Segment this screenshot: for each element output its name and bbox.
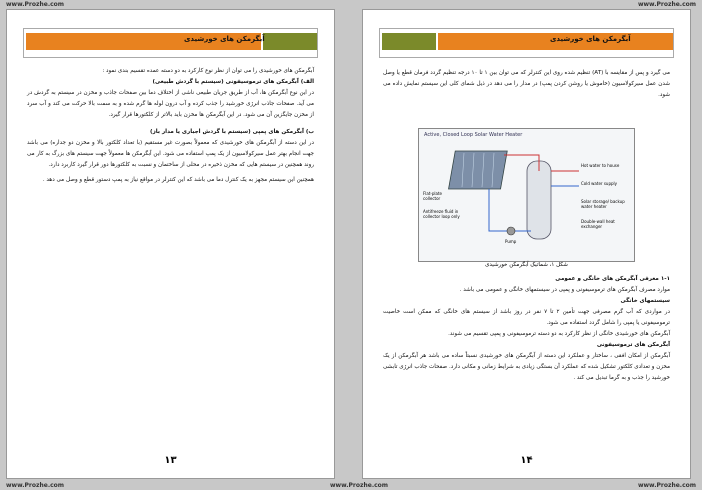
label-pump: Pump <box>505 239 517 244</box>
paragraph: آبگرمکن از امکان افقی ، ساختار و عملکرد این دسته از آبگرمکن های خورشیدی نسبتاً ساده می باشد هر آبگرمکن از یک مخزن و تعدادی کلکتور تشکیل شده که عملکرد آن بستگی زیادی به شرایط زمانی و مکانی دارد. صفحات جاذب انرژی تابشی خورشید را جذب و به گرما تبدیل می کند . <box>383 353 670 381</box>
header-olive-block <box>382 33 436 50</box>
header-title: آبگرمکن های خورشیدی <box>184 35 265 43</box>
watermark-top-right: www.Prozhe.com <box>637 1 696 8</box>
collector-panel <box>449 151 508 189</box>
left-page <box>6 9 335 479</box>
right-page <box>362 9 691 479</box>
storage-tank <box>527 161 551 239</box>
page-number: ۱۴ <box>520 455 533 466</box>
paragraph: در این نوع آبگرمکن ها، آب از طریق جریان طبیعی ناشی از اختلاف دما بین صفحات جاذب و مخزن در سیستم به گردش در می آید. صفحات جاذب انرژی خورشید را جذب کرده و آب درون لوله ها گرم شده و به سمت بالا حرکت می کند و آب سرد از مخزن جایگزین آن می شود. در این آبگرمکن ها مخزن باید بالاتر از کلکتورها قرار گیرد. <box>27 90 314 118</box>
page-header-band <box>379 28 674 58</box>
watermark-bottom-center: www.Prozhe.com <box>330 482 389 489</box>
label-storage: Solar storage/ backup water heater <box>581 199 625 209</box>
section-heading: سیستمهای خانگی <box>620 298 670 304</box>
section-heading: ۱-۱ معرفی آبگرمکن های خانگی و عمومی <box>555 276 670 282</box>
paragraph: موارد مصرف آبگرمکن های ترموسیفونی و پمپی در سیستمهای خانگی و عمومی می باشد . <box>459 287 670 293</box>
paragraph: آبگرمکن های خورشیدی را می توان از نظر نوع کارکرد به دو دسته عمده تقسیم بندی نمود : <box>102 68 314 74</box>
section-heading: الف) آبگرمکن های ترموسیفونی (سیستم با گردش طبیعی) <box>152 79 314 85</box>
header-title: آبگرمکن های خورشیدی <box>550 35 631 43</box>
solar-heater-diagram <box>418 128 635 262</box>
page-number: ۱۳ <box>164 455 177 466</box>
watermark-bottom-left: www.Prozhe.com <box>6 482 65 489</box>
label-hot-water: Hot water to house <box>581 163 620 168</box>
figure-title: Active, Closed Loop Solar Water Heater <box>424 132 523 138</box>
watermark-top-left: www.Prozhe.com <box>6 1 65 8</box>
right-page-top-text <box>383 68 670 101</box>
section-heading: آبگرمکن های ترموسیفونی <box>596 342 670 348</box>
left-page-body <box>27 66 314 186</box>
paragraph: در مواردی که آب گرم مصرفی جهت تأمین ۲ تا ۷ نفر در روز باشد از سیستم های خانگی که ممکن است خاصیت ترموسیفونی یا پمپی را شامل گردد استفاده می شود. <box>383 309 670 326</box>
label-heat-exchanger: Double-wall heat exchanger <box>581 219 615 229</box>
right-page-bottom-text <box>383 274 670 384</box>
label-antifreeze: Antifreeze fluid in collector loop only <box>423 209 460 219</box>
pump-icon <box>507 227 515 235</box>
paragraph: در این دسته از آبگرمکن های خورشیدی که معمولاً بصورت غیر مستقیم (با تعداد کلکتور بالا و مخزن دو جداره) می باشد جهت انجام بهتر عمل سیرکولاسیون از یک پمپ استفاده می شود. این آبگرمکن ها معمولاً جهت سیستم های بزرگ به کار می روند همچنین در سیستم هایی که مخزن ذخیره در محلی از ساختمان و نسبت به کلکتورها دور قرار گیرد کاربرد دارد. <box>27 140 314 168</box>
section-heading: ب) آبگرمکن های پمپی (سیستم با گردش اجباری یا مدار باز) <box>150 129 314 135</box>
figure-caption: شکل ۱، شماتیک آبگرمکن خورشیدی <box>485 262 568 268</box>
page-header-band <box>23 28 318 58</box>
label-cold-water: Cold water supply <box>581 181 618 186</box>
header-olive-block <box>263 33 317 50</box>
paragraph: همچنین این سیستم مجهز به یک کنترل دما می باشد که این کنترلر در مواقع نیاز به پمپ دستور قطع و وصل می دهد . <box>42 177 314 183</box>
label-flat-plate: Flat-plate collector <box>423 191 443 201</box>
watermark-bottom-right: www.Prozhe.com <box>637 482 696 489</box>
paragraph: آبگرمکن های خورشیدی خانگی از نظر کارکرد به دو دسته ترموسیفونی و پمپی تقسیم می شوند. <box>448 331 670 337</box>
paragraph: می گیرد و پس از مقایسه با (AT) تنظیم شده روی این کنترلر که می توان بین ۱ تا ۱۰ درجه تنظیم گردد فرمان قطع یا وصل شدن عمل سیرکولاسیون (خاموش یا روشن کردن پمپ) در مدار را می دهد در ذیل شمای کلی این سیستم نمایش داده می شود. <box>383 70 670 98</box>
